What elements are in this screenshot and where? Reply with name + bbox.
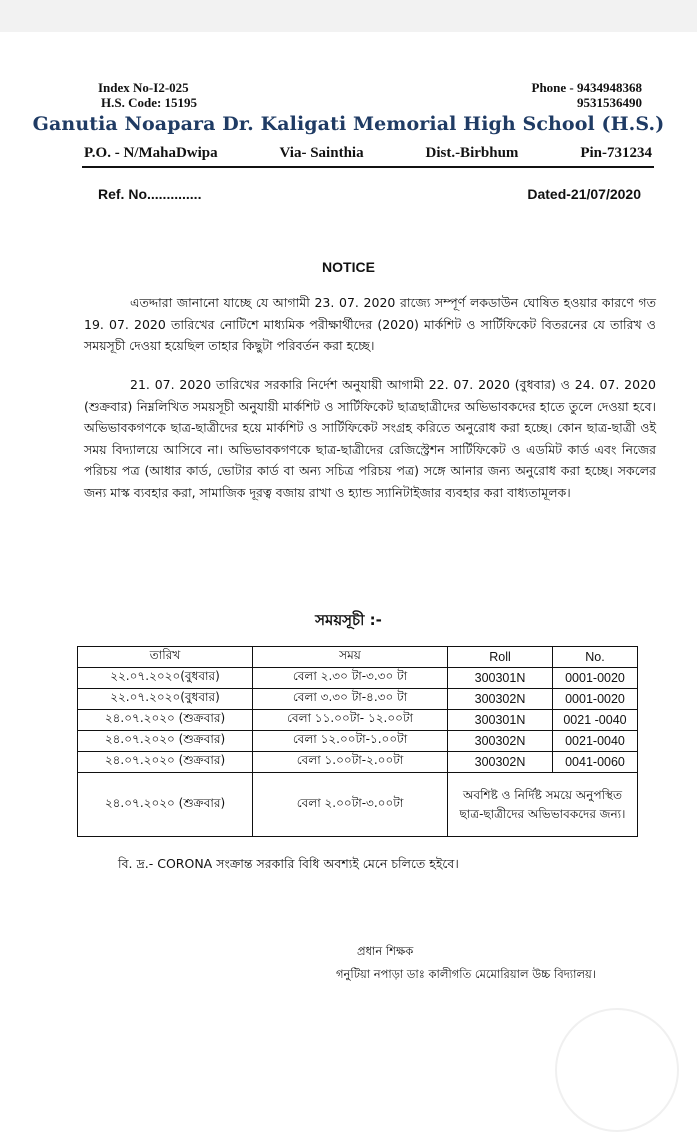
schedule-table: [77, 646, 638, 837]
date-cell: ২২.০৭.২০২০(বুধবার): [78, 668, 253, 689]
table-row: [78, 773, 638, 837]
column-header-time: সময়: [253, 647, 448, 668]
time-cell: বেলা ২.৩০ টা-৩.৩০ টা: [253, 668, 448, 689]
faint-stamp-outline: [555, 1008, 679, 1132]
via: Via- Sainthia: [279, 145, 364, 161]
district: Dist.-Birbhum: [425, 145, 519, 161]
pin-code: Pin-731234: [580, 145, 652, 161]
table-header-row: [78, 647, 638, 668]
footnote: বি. দ্র.- CORONA সংক্রান্ত সরকারি বিধি অবশ্যই মেনে চলিতে হইবে।: [118, 856, 459, 871]
address-line: [84, 145, 652, 162]
ref-number: Ref. No..............: [98, 186, 202, 202]
number-range-cell: 0041-0060: [553, 752, 638, 773]
phone-primary: Phone - 9434948368: [531, 80, 642, 95]
hs-code: H.S. Code: 15195: [101, 95, 198, 110]
phone-secondary: 9531536490: [577, 95, 642, 110]
table-row: [78, 752, 638, 773]
date-cell: ২৪.০৭.২০২০ (শুক্রবার): [78, 731, 253, 752]
date-cell: ২২.০৭.২০২০(বুধবার): [78, 689, 253, 710]
time-cell: বেলা ২.০০টা-৩.০০টা: [253, 773, 448, 837]
notice-title: NOTICE: [322, 259, 375, 275]
table-row: [78, 710, 638, 731]
index-number: Index No-I2-025: [98, 80, 189, 95]
roll-cell: 300302N: [448, 731, 553, 752]
roll-cell: 300301N: [448, 668, 553, 689]
roll-cell: 300302N: [448, 752, 553, 773]
number-range-cell: 0001-0020: [553, 668, 638, 689]
dated: Dated-21/07/2020: [527, 186, 641, 202]
date-cell: ২৪.০৭.২০২০ (শুক্রবার): [78, 773, 253, 837]
number-range-cell: 0001-0020: [553, 689, 638, 710]
post-office: P.O. - N/MahaDwipa: [84, 145, 218, 161]
table-row: [78, 731, 638, 752]
school-name: Ganutia Noapara Dr. Kaligati Memorial High School (H.S.): [32, 113, 665, 135]
time-cell: বেলা ১২.০০টা-১.০০টা: [253, 731, 448, 752]
time-cell: বেলা ৩.৩০ টা-৪.৩০ টা: [253, 689, 448, 710]
notice-paragraph-1: এতদ্দারা জানানো যাচ্ছে যে আগামী 23. 07. 2020 রাজ্যে সম্পূর্ণ লকডাউন ঘোষিত হওয়ার কারণে গত 19. 07. 2020 তারিখের নোটিশে মাধ্যমিক পরীক্ষার্থীদের (2020) মার্কশিট ও সার্টিফিকেট বিতরনের যে তারিখ ও সময়সূচী দেওয়া হয়েছিল তাহার কিছুটা পরিবর্তন করা হচ্ছে।: [84, 295, 656, 353]
header-divider: [82, 166, 654, 168]
date-cell: ২৪.০৭.২০২০ (শুক্রবার): [78, 752, 253, 773]
school-name-bengali: গনুটিয়া নপাড়া ডাঃ কালীগতি মেমোরিয়াল উচ্চ বিদ্যালয়।: [336, 967, 596, 981]
date-cell: ২৪.০৭.২০২০ (শুক্রবার): [78, 710, 253, 731]
number-range-cell: 0021-0040: [553, 731, 638, 752]
headmaster-designation: প্রধান শিক্ষক: [357, 944, 414, 958]
table-row: [78, 668, 638, 689]
time-cell: বেলা ১১.০০টা- ১২.০০টা: [253, 710, 448, 731]
roll-cell: 300302N: [448, 689, 553, 710]
column-header-roll: Roll: [448, 647, 553, 668]
roll-cell: 300301N: [448, 710, 553, 731]
column-header-date: তারিখ: [78, 647, 253, 668]
number-range-cell: 0021 -0040: [553, 710, 638, 731]
column-header-no: No.: [553, 647, 638, 668]
schedule-title: সময়সূচী :-: [315, 611, 382, 629]
remaining-students-note: অবশিষ্ট ও নির্দিষ্ট সময়ে অনুপস্থিত ছাত্র-ছাত্রীদের অভিভাবকদের জন্য।: [448, 773, 638, 837]
table-row: [78, 689, 638, 710]
time-cell: বেলা ১.০০টা-২.০০টা: [253, 752, 448, 773]
top-bar: [0, 0, 697, 32]
notice-paragraph-2: 21. 07. 2020 তারিখের সরকারি নির্দেশ অনুযায়ী আগামী 22. 07. 2020 (বুধবার) ও 24. 07. 2020 (শুক্রবার) নিম্নলিখিত সময়সূচী অনুযায়ী মার্কশিট ও সার্টিফিকেট ছাত্রছাত্রীদের অভিভাবকদের হাতে তুলে দেওয়া হবে। অভিভাবকগণকে ছাত্র-ছাত্রীদের হয়ে মার্কশিট ও সার্টিফিকেট সংগ্রহ করিতে অনুরোধ করা হচ্ছে। কোন ছাত্র-ছাত্রী ওই সময় বিদ্যালয়ে আসিবে না। অভিভাবকগণকে ছাত্র-ছাত্রীদের রেজিস্ট্রেশন সার্টিফিকেট ও এডমিট কার্ড এবং নিজের পরিচয় পত্র (আধার কার্ড, ভোটার কার্ড বা অন্য সচিত্র পরিচয় পত্র) সঙ্গে আনার জন্য অনুরোধ করা হচ্ছে। সকলের জন্য মাস্ক ব্যবহার করা, সামাজিক দূরত্ব বজায় রাখা ও হ্যান্ড স্যানিটাইজার ব্যবহার করা বাধ্যতামূলক।: [84, 377, 656, 500]
